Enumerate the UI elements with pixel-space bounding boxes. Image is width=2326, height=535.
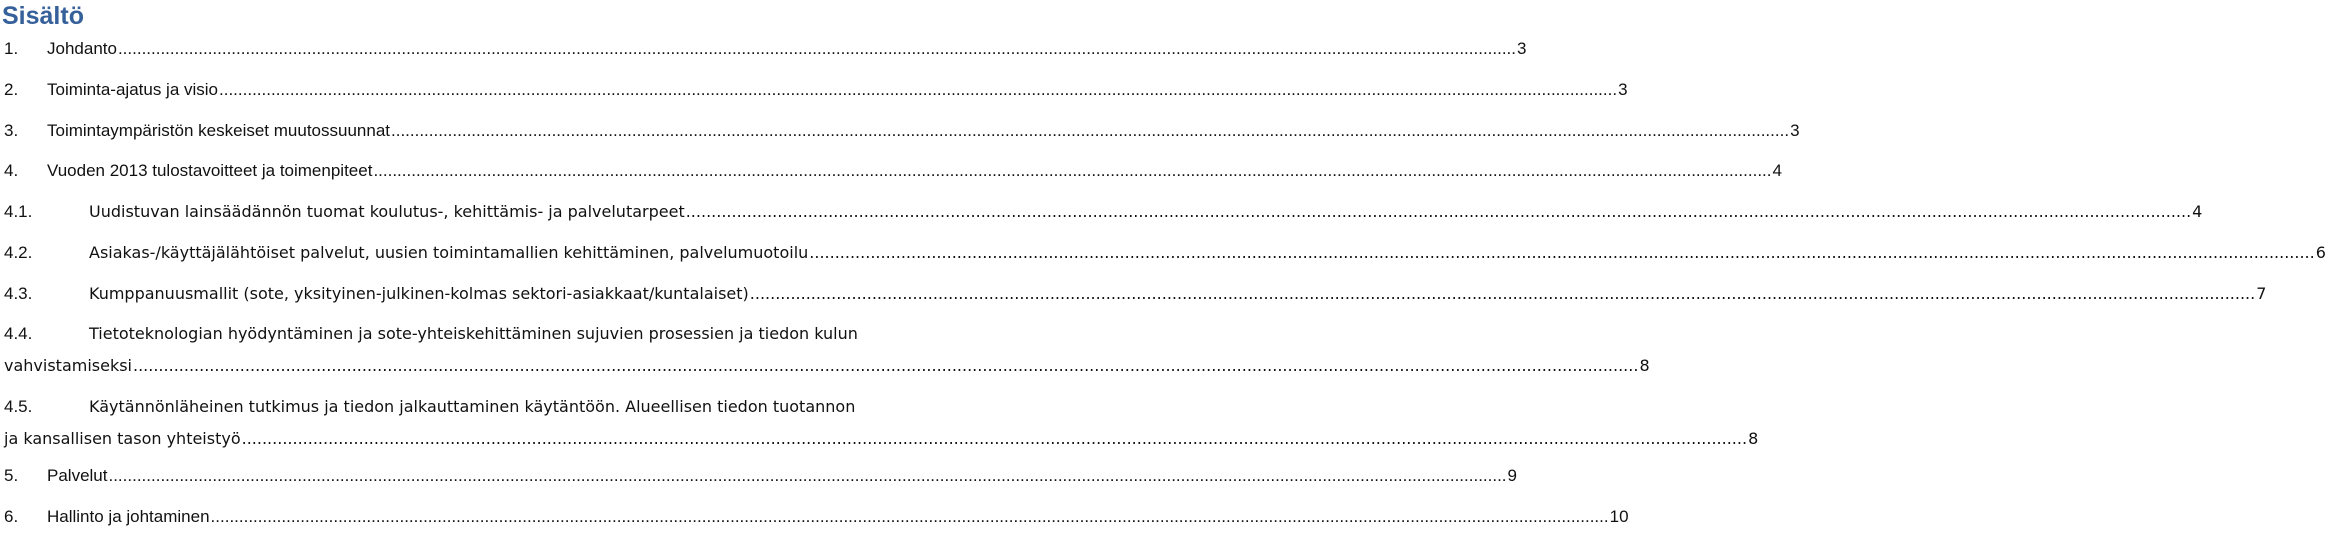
toc-leader-dots — [133, 348, 1638, 384]
toc-entry-4-4[interactable] — [4, 316, 1650, 384]
toc-entry-1[interactable] — [4, 31, 1527, 67]
toc-entry-page[interactable]: 8 — [1748, 429, 1759, 448]
toc-leader-dots — [211, 499, 1609, 535]
toc-entry-title-continued[interactable]: ja kansallisen tason yhteistyö — [4, 429, 241, 448]
toc-entry-page[interactable]: 7 — [2256, 284, 2267, 303]
toc-entry-page[interactable]: 4 — [1772, 161, 1782, 180]
toc-entry-title[interactable]: Palvelut — [47, 466, 108, 485]
toc-leader-dots — [750, 276, 2255, 312]
toc-entry-title-continued[interactable]: vahvistamiseksi — [4, 356, 132, 375]
toc-entry-4-5[interactable] — [4, 389, 1759, 457]
toc-entry-4-3[interactable] — [4, 276, 2267, 312]
toc-entry-page[interactable]: 3 — [1517, 39, 1527, 58]
toc-entry-number: 4. — [4, 161, 19, 180]
toc-entry-title[interactable]: Kumppanuusmallit (sote, yksityinen-julkinen-kolmas sektori-asiakkaat/kuntalaiset) — [89, 284, 749, 303]
toc-entry-page[interactable]: 8 — [1639, 356, 1650, 375]
toc-entry-number: 6. — [4, 507, 19, 526]
toc-entry-title[interactable]: Tietoteknologian hyödyntäminen ja sote-yhteiskehittäminen sujuvien prosessien ja tiedon kulun — [89, 324, 858, 343]
toc-entry-4-1[interactable] — [4, 194, 2203, 230]
toc-leader-dots — [118, 31, 1516, 67]
toc-entry-title[interactable]: Käytännönläheinen tutkimus ja tiedon jalkauttaminen käytäntöön. Alueellisen tiedon tuotannon — [89, 397, 856, 416]
toc-entry-title[interactable]: Uudistuvan lainsäädännön tuomat koulutus-, kehittämis- ja palvelutarpeet — [89, 202, 685, 221]
toc-entry-page[interactable]: 3 — [1618, 80, 1628, 99]
toc-leader-dots — [686, 194, 2191, 230]
toc-entry-title[interactable]: Hallinto ja johtaminen — [47, 507, 210, 526]
toc-leader-dots — [242, 421, 1747, 457]
toc-entry-title[interactable]: Vuoden 2013 tulostavoitteet ja toimenpiteet — [47, 161, 373, 180]
toc-leader-dots — [373, 153, 1771, 189]
toc-entry-4-2[interactable] — [4, 235, 2326, 271]
toc-entry-5[interactable] — [4, 458, 1518, 494]
toc-entry-page[interactable]: 4 — [2192, 202, 2203, 221]
toc-entry-title[interactable]: Toiminta-ajatus ja visio — [47, 80, 219, 99]
toc-leader-dots — [391, 113, 1789, 149]
toc-entry-page[interactable]: 10 — [1609, 507, 1629, 526]
toc-entry-number: 5. — [4, 466, 19, 485]
toc-entry-page[interactable]: 6 — [2315, 243, 2326, 262]
toc-entry-page[interactable]: 9 — [1507, 466, 1518, 485]
toc-leader-dots — [219, 72, 1617, 108]
toc-entry-number: 4.5. — [4, 397, 33, 416]
toc-entry-page[interactable]: 3 — [1790, 121, 1800, 140]
toc-leader-dots — [809, 235, 2314, 271]
toc-entry-title[interactable]: Asiakas-/käyttäjälähtöiset palvelut, uusien toimintamallien kehittäminen, palvelumuotoilu — [89, 243, 809, 262]
toc-entry-title[interactable]: Johdanto — [47, 39, 117, 58]
toc-entry-6[interactable] — [4, 499, 1629, 535]
toc-title: Sisältö — [2, 2, 84, 30]
toc-entry-4[interactable] — [4, 153, 1782, 189]
toc-entry-number: 4.4. — [4, 324, 33, 343]
toc-entry-number: 3. — [4, 121, 19, 140]
toc-entry-title[interactable]: Toimintaympäristön keskeiset muutossuunnat — [47, 121, 390, 140]
toc-entry-number: 1. — [4, 39, 19, 58]
toc-entry-number: 4.1. — [4, 202, 33, 221]
toc-entry-3[interactable] — [4, 113, 1800, 149]
toc-entry-number: 4.3. — [4, 284, 33, 303]
toc-entry-2[interactable] — [4, 72, 1628, 108]
toc-entry-number: 2. — [4, 80, 19, 99]
toc-entry-number: 4.2. — [4, 243, 33, 262]
toc-leader-dots — [108, 458, 1506, 494]
